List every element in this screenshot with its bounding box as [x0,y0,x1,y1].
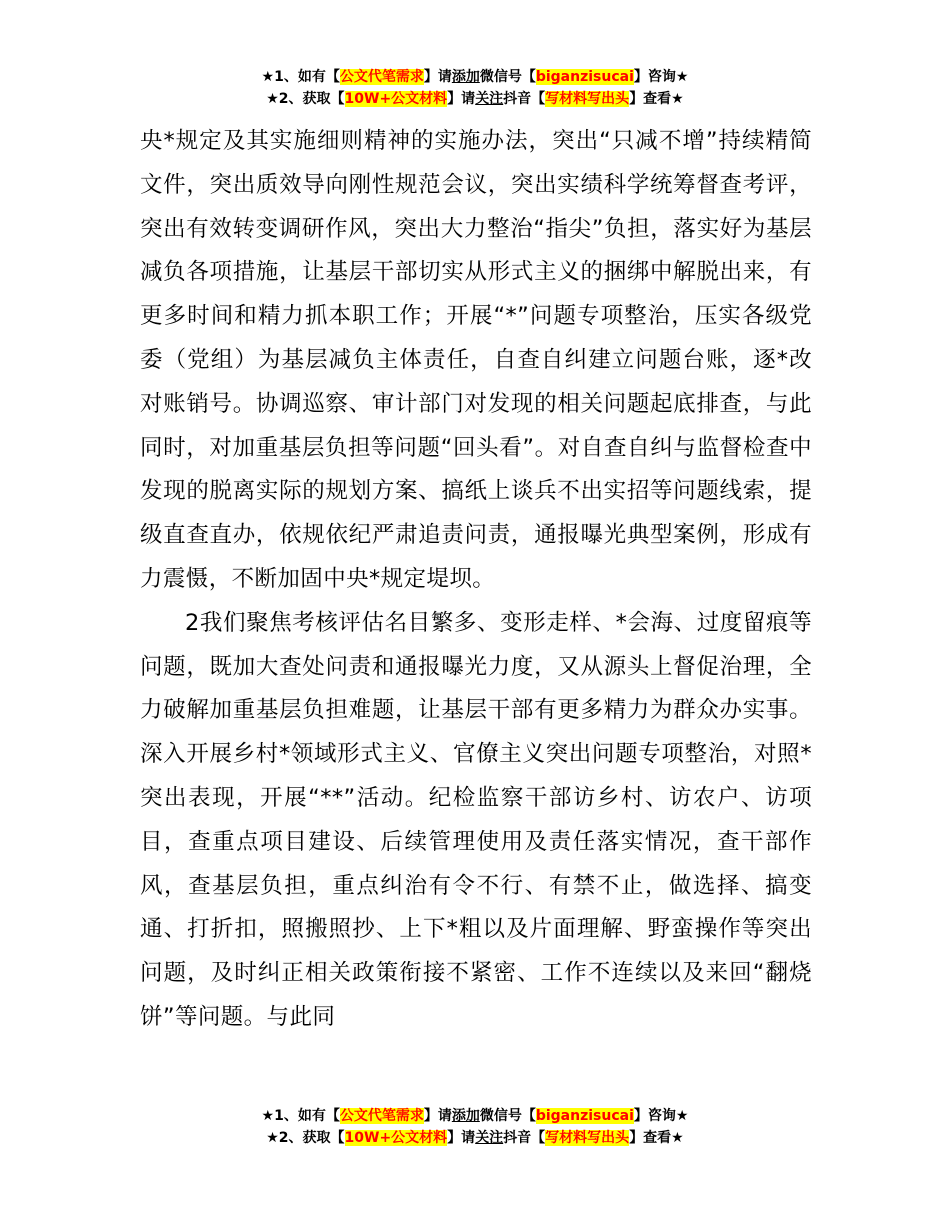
footer-line-2-prefix: ★2、获取【 [266,1130,345,1146]
footer-line-1-mid2: 微信号【 [479,1108,536,1124]
document-body [140,120,812,1040]
header-promo-banner [0,66,950,110]
promo-line-1-mid2: 微信号【 [479,69,536,85]
promo-highlight-douyin: 写材料写出头 [545,91,630,107]
promo-line-2-mid: 】请 [447,91,476,107]
footer-highlight-service: 公文代笔需求 [339,1108,424,1124]
promo-highlight-wechat-id: biganzisucai [535,69,634,85]
footer-highlight-materials: 10W+公文材料 [344,1130,448,1146]
footer-promo-banner [0,1105,950,1149]
promo-line-2 [0,88,950,110]
footer-line-1-prefix: ★1、如有【 [261,1108,340,1124]
footer-line-2-emphasis: 关注 [475,1130,504,1146]
footer-line-1-mid: 】请 [423,1108,452,1124]
promo-line-1-mid: 】请 [423,69,452,85]
body-paragraph-1: 央*规定及其实施细则精神的实施办法，突出“只减不增”持续精简文件，突出质效导向刚性规范会议，突出实绩科学统筹督查考评，突出有效转变调研作风，突出大力整治“指尖”负担，落实好为基层减负各项措施，让基层干部切实从形式主义的捆绑中解脱出来，有更多时间和精力抓本职工作；开展“*”问题专项整治，压实各级党委（党组）为基层减负主体责任，自查自纠建立问题台账，逐*改对账销号。协调巡察、审计部门对发现的相关问题起底排查，与此同时，对加重基层负担等问题“回头看”。对自查自纠与监督检查中发现的脱离实际的规划方案、搞纸上谈兵不出实招等问题线索，提级直查直办，依规依纪严肃追责问责，通报曝光典型案例，形成有力震慑，不断加固中央*规定堤坝。 [140,128,812,592]
promo-line-2-prefix: ★2、获取【 [266,91,345,107]
footer-promo-line-2 [0,1127,950,1149]
promo-line-2-mid2: 抖音【 [503,91,546,107]
promo-highlight-service: 公文代笔需求 [339,69,424,85]
promo-line-1-prefix: ★1、如有【 [261,69,340,85]
promo-highlight-materials: 10W+公文材料 [344,91,448,107]
footer-line-1-suffix: 】咨询★ [633,1108,689,1124]
footer-line-2-mid: 】请 [447,1130,476,1146]
promo-line-1-emphasis: 添加 [451,69,480,85]
footer-highlight-wechat-id: biganzisucai [535,1108,634,1124]
promo-line-1-suffix: 】咨询★ [633,69,689,85]
promo-line-2-suffix: 】查看★ [629,91,684,107]
footer-highlight-douyin: 写材料写出头 [545,1130,630,1146]
footer-line-2-mid2: 抖音【 [503,1130,546,1146]
footer-line-1-emphasis: 添加 [451,1108,480,1124]
promo-line-2-emphasis: 关注 [475,91,504,107]
footer-promo-line-1 [0,1105,950,1127]
body-paragraph-2: 2我们聚焦考核评估名目繁多、变形走样、*会海、过度留痕等问题，既加大查处问责和通报曝光力度，又从源头上督促治理，全力破解加重基层负担难题，让基层干部有更多精力为群众办实事。深入开展乡村*领域形式主义、官僚主义突出问题专项整治，对照*突出表现，开展“**”活动。纪检监察干部访乡村、访农户、访项目，查重点项目建设、后续管理使用及责任落实情况，查干部作风，查基层负担，重点纠治有令不行、有禁不止，做选择、搞变通、打折扣，照搬照抄、上下*粗以及片面理解、野蛮操作等突出问题，及时纠正相关政策衔接不紧密、工作不连续以及来回“翻烧饼”等问题。与此同 [140,609,812,1030]
promo-line-1 [0,66,950,88]
footer-line-2-suffix: 】查看★ [629,1130,684,1146]
